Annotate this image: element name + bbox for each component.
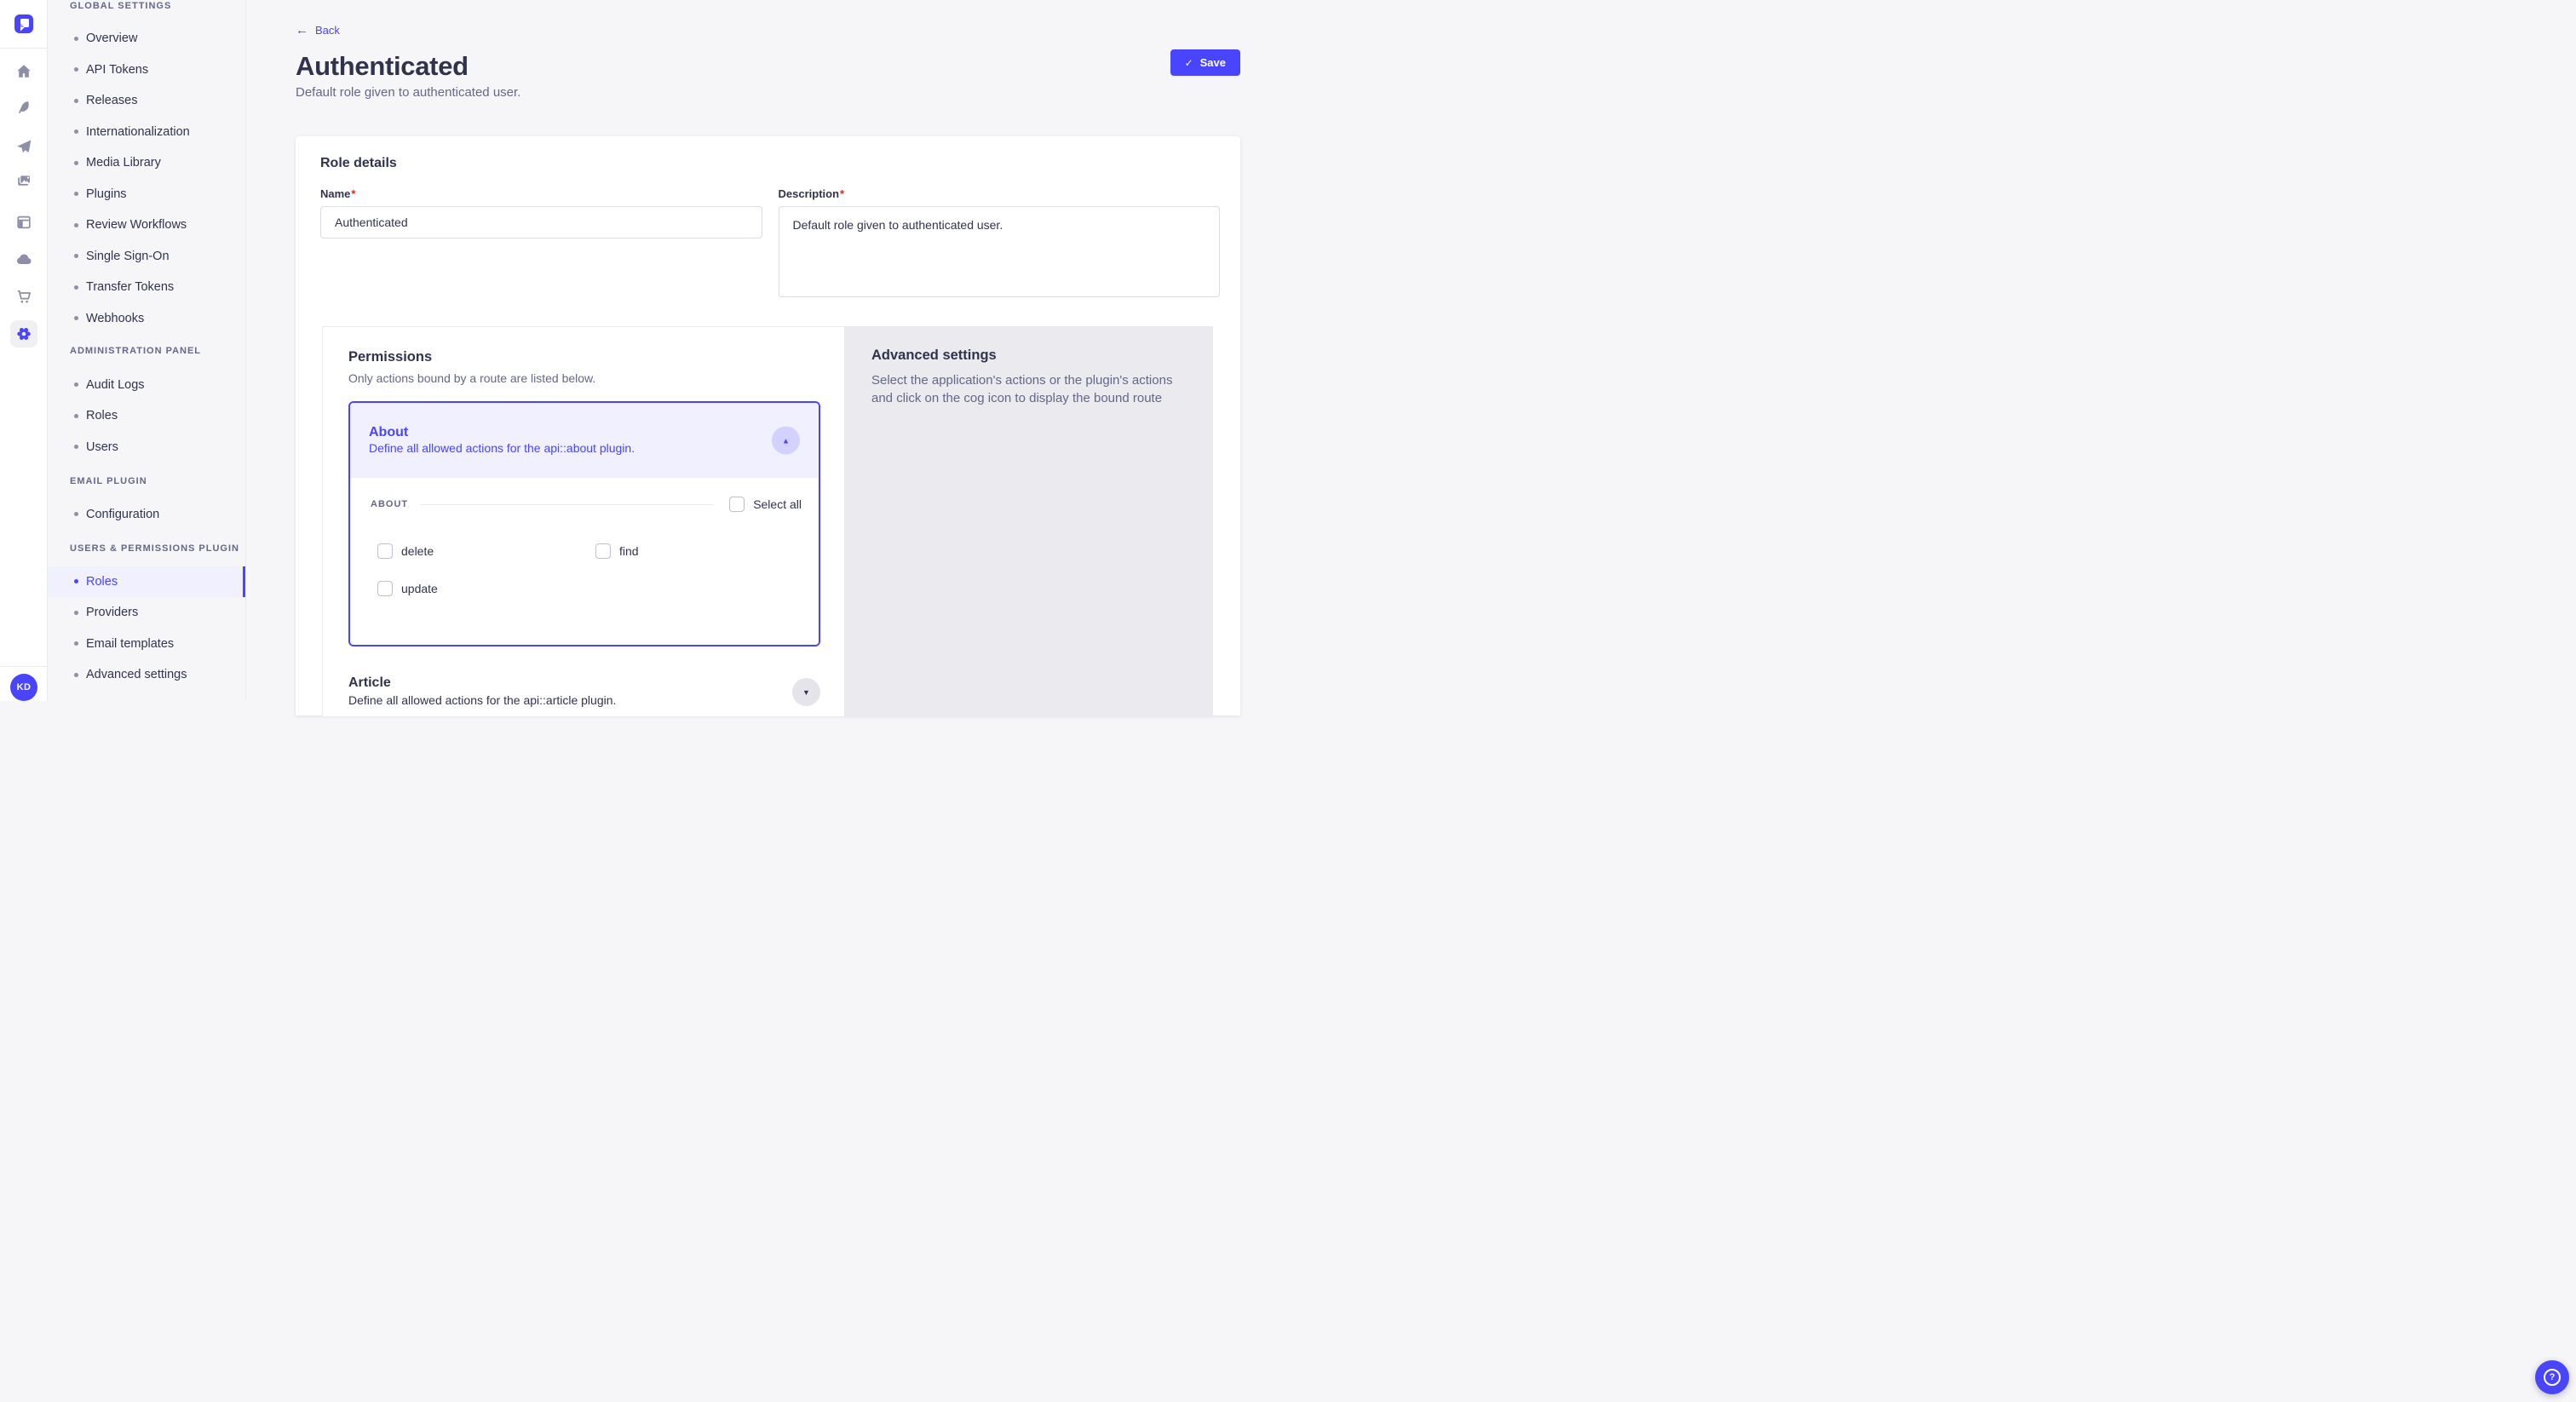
page-title: Authenticated — [296, 51, 469, 81]
permissions-panel — [323, 327, 844, 716]
sidebar-item-webhooks[interactable]: Webhooks — [48, 303, 245, 335]
sidebar-item-advanced-settings[interactable]: Advanced settings — [48, 659, 245, 691]
bullet-icon — [74, 641, 78, 646]
feather-icon[interactable] — [15, 99, 32, 116]
paper-plane-icon[interactable] — [15, 138, 32, 155]
sidebar-item-internationalization[interactable]: Internationalization — [48, 117, 245, 148]
advanced-settings-panel — [844, 327, 1212, 716]
main-content — [246, 0, 1288, 707]
permission-row — [595, 543, 802, 559]
icon-rail — [0, 0, 48, 701]
required-marker: * — [840, 187, 845, 200]
about-accordion-body — [350, 478, 819, 645]
permission-row — [377, 543, 595, 559]
article-title: Article — [348, 675, 391, 690]
sidebar-item-admin-roles[interactable]: Roles — [48, 400, 245, 432]
about-group-label: ABOUT — [371, 499, 409, 509]
update-checkbox[interactable] — [377, 581, 393, 596]
sidebar-item-transfer-tokens[interactable]: Transfer Tokens — [48, 272, 245, 303]
chevron-up-icon: ▲ — [782, 436, 790, 445]
about-accordion-header[interactable] — [350, 403, 819, 478]
cloud-icon[interactable] — [15, 250, 32, 267]
description-field-group — [779, 187, 1221, 297]
role-card — [296, 136, 1240, 715]
question-mark-icon: ? — [2544, 1369, 2561, 1386]
select-all-label: Select all — [753, 497, 802, 511]
advanced-settings-heading: Advanced settings — [871, 348, 997, 363]
sidebar-item-plugins[interactable]: Plugins — [48, 179, 245, 210]
user-avatar[interactable]: KD — [10, 674, 37, 701]
expand-button[interactable] — [792, 678, 820, 706]
bullet-icon — [74, 445, 78, 449]
sidebar-section-header: GLOBAL SETTINGS — [70, 1, 172, 11]
bullet-icon — [74, 414, 78, 418]
strapi-logo[interactable] — [14, 14, 33, 33]
role-details-section — [296, 136, 1240, 297]
save-button[interactable]: ✓ Save — [1170, 49, 1240, 76]
bullet-icon — [74, 129, 78, 134]
bullet-icon — [74, 673, 78, 677]
name-field-group — [320, 187, 762, 297]
description-textarea[interactable] — [779, 206, 1221, 297]
gear-icon — [15, 325, 32, 342]
delete-checkbox[interactable] — [377, 543, 393, 559]
bullet-icon — [74, 99, 78, 103]
bullet-icon — [74, 254, 78, 258]
select-all-checkbox[interactable] — [729, 497, 745, 512]
bullet-icon — [74, 512, 78, 516]
sidebar-item-email-templates[interactable]: Email templates — [48, 629, 245, 660]
settings-nav-active[interactable] — [10, 320, 37, 348]
name-input[interactable] — [320, 206, 762, 238]
bullet-icon — [74, 316, 78, 320]
home-icon[interactable] — [15, 63, 32, 80]
advanced-settings-description: Select the application's actions or the plugin's actions and click on the cog icon to display the bound route — [871, 373, 1173, 405]
sidebar-item-users[interactable]: Users — [48, 432, 245, 463]
sidebar-item-up-roles-active[interactable]: Roles — [48, 566, 245, 598]
strapi-logo-icon — [14, 14, 33, 33]
page-subtitle: Default role given to authenticated user. — [296, 85, 521, 100]
bullet-icon — [74, 192, 78, 196]
description-label: Description* — [778, 187, 845, 200]
bullet-icon — [74, 67, 78, 72]
name-label: Name* — [320, 187, 356, 200]
images-icon[interactable] — [15, 172, 32, 189]
cart-icon[interactable] — [15, 288, 32, 305]
sidebar-item-review-workflows[interactable]: Review Workflows — [48, 210, 245, 241]
bullet-icon — [74, 223, 78, 227]
sidebar-section-header: ADMINISTRATION PANEL — [70, 346, 202, 356]
permission-row — [377, 581, 595, 596]
sidebar-item-audit-logs[interactable]: Audit Logs — [48, 370, 245, 401]
permissions-heading: Permissions — [348, 349, 433, 365]
back-link[interactable]: ← Back — [296, 23, 340, 37]
collapse-button[interactable] — [772, 427, 800, 455]
sidebar-item-configuration[interactable]: Configuration — [48, 499, 245, 531]
sidebar-item-media-library[interactable]: Media Library — [48, 147, 245, 179]
sidebar-item-overview[interactable]: Overview — [48, 23, 245, 55]
bullet-icon — [74, 611, 78, 615]
sidebar-item-api-tokens[interactable]: API Tokens — [48, 55, 245, 86]
sidebar-section-header: EMAIL PLUGIN — [70, 475, 147, 486]
about-description: Define all allowed actions for the api::about plugin. — [369, 441, 635, 455]
bullet-icon — [74, 37, 78, 41]
sidebar-item-releases[interactable]: Releases — [48, 85, 245, 117]
article-accordion-collapsed[interactable] — [348, 675, 820, 708]
bullet-icon — [74, 161, 78, 165]
check-icon: ✓ — [1184, 56, 1193, 69]
about-accordion-expanded — [348, 401, 820, 646]
permission-label: update — [401, 582, 438, 595]
role-details-heading: Role details — [320, 156, 397, 170]
sidebar-item-providers[interactable]: Providers — [48, 597, 245, 629]
sidebar-item-single-sign-on[interactable]: Single Sign-On — [48, 241, 245, 273]
bullet-icon — [74, 285, 78, 290]
back-arrow-icon: ← — [296, 23, 308, 37]
about-title: About — [369, 425, 409, 440]
chevron-down-icon: ▼ — [802, 687, 810, 697]
find-checkbox[interactable] — [595, 543, 611, 559]
rail-divider — [0, 48, 47, 49]
permissions-subtitle: Only actions bound by a route are listed below. — [348, 371, 596, 385]
permission-label: delete — [401, 544, 434, 558]
required-marker: * — [351, 187, 356, 200]
settings-sidebar — [48, 0, 246, 701]
permission-label: find — [619, 544, 639, 558]
bullet-icon — [74, 382, 78, 387]
help-button[interactable] — [2535, 1360, 2569, 1394]
bullet-icon — [74, 579, 78, 583]
rail-bottom-divider — [0, 666, 47, 667]
layout-icon[interactable] — [15, 214, 32, 231]
sidebar-section-header: USERS & PERMISSIONS PLUGIN — [70, 543, 239, 554]
article-description: Define all allowed actions for the api::article plugin. — [348, 693, 617, 707]
permissions-advanced-container — [322, 326, 1213, 717]
group-divider — [420, 504, 714, 505]
